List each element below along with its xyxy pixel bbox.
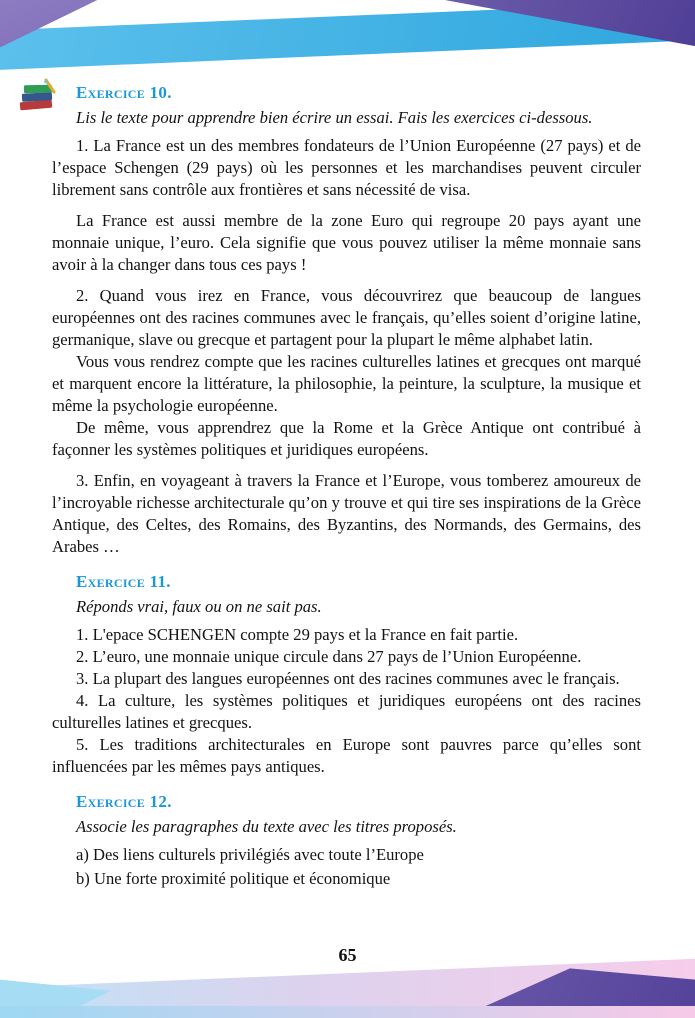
exercise-12-option-a: a) Des liens culturels privilégiés avec toute l’Europe [76, 845, 424, 864]
page-content [52, 82, 641, 892]
exercise-11-instruction: Réponds vrai, faux ou on ne sait pas. [76, 597, 322, 616]
exercise-10-instruction: Lis le texte pour apprendre bien écrire un essai. Fais les exercices ci-dessous. [76, 108, 593, 127]
paragraph-1: 1. La France est un des membres fondateurs de l’Union Européenne (27 pays) et de l’espace Schengen (29 pays) où les personnes et les marchandises peuvent circuler librement sans contrôle aux frontières et sans nécessité de visa. [52, 136, 641, 199]
exercise-10-label: Exercice 10. [76, 83, 172, 102]
paragraph-6: 3. Enfin, en voyageant à travers la France et l’Europe, vous tomberez amoureux de l’incroyable richesse architecturale qu’on y trouve et qui tire ses inspirations de la Grèce Antique, des Celtes, des Romains, des Byzantins, des Normands, des Germains, des Arabes … [52, 471, 641, 556]
paragraph-3: 2. Quand vous irez en France, vous découvrirez que beaucoup de langues européennes ont des racines communes avec le français, qu’elles soient d’origine latine, germanique, slave ou grecque et partagent pour la plupart le même alphabet latin. [52, 286, 641, 349]
page-number: 65 [338, 945, 357, 965]
bottom-edge-strip [0, 1006, 695, 1018]
exercise-10-header [52, 82, 641, 104]
exercise-11-label: Exercice 11. [76, 572, 171, 591]
exercise-12-label: Exercice 12. [76, 792, 172, 811]
exercise-12-option-b: b) Une forte proximité politique et économique [76, 869, 391, 888]
paragraph-4: Vous vous rendrez compte que les racines culturelles latines et grecques ont marqué et marquent encore la littérature, la philosophie, la peinture, la sculpture, la musique et même la psychologie européenne. [52, 352, 641, 415]
exercise-11-item-4: 4. La culture, les systèmes politiques et juridiques européens ont des racines culturelles latines et grecques. [52, 691, 641, 732]
paragraph-2: La France est aussi membre de la zone Euro qui regroupe 20 pays ayant une monnaie unique, l’euro. Cela signifie que vous pouvez utiliser la même monnaie sans avoir à la changer dans tous ces pays ! [52, 211, 641, 274]
exercise-11-item-3: 3. La plupart des langues européennes ont des racines communes avec le français. [76, 669, 620, 688]
exercise-12-instruction: Associe les paragraphes du texte avec les titres proposés. [76, 817, 457, 836]
paragraph-5: De même, vous apprendrez que la Rome et la Grèce Antique ont contribué à façonner les systèmes politiques et juridiques européens. [52, 418, 641, 459]
books-icon [18, 78, 60, 112]
top-banner [0, 0, 695, 72]
exercise-11-item-2: 2. L’euro, une monnaie unique circule dans 27 pays de l’Union Européenne. [76, 647, 582, 666]
exercise-11-item-1: 1. L'epace SCHENGEN compte 29 pays et la France en fait partie. [76, 625, 519, 644]
exercise-11-item-5: 5. Les traditions architecturales en Europe sont pauvres parce qu’elles sont influencées par les mêmes pays antiques. [52, 735, 641, 776]
